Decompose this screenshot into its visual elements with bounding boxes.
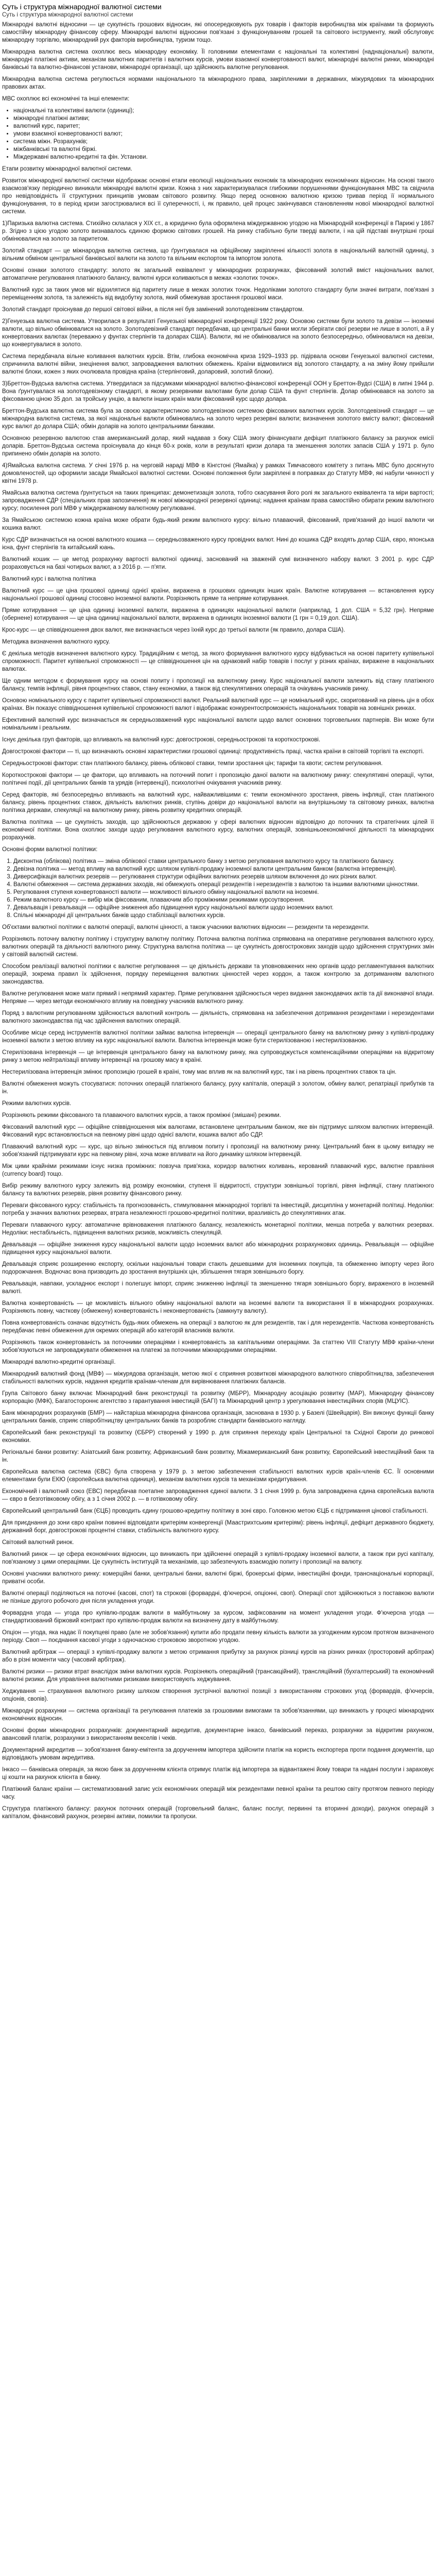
paragraph: Переваги фіксованого курсу: стабільність та прогнозованість, стимулювання міжнародної торгівлі та інвестицій, дисципліна у монетарній політиці. Недоліки: потреба у значних валютних резервах, втрата незалежності грошово-кредитної політики, вразливість до спекулятивних атак.	[2, 1202, 434, 1216]
paragraph: МВС охоплює всі економічні та інші елементи:	[2, 96, 130, 102]
paragraph: Платіжний баланс країни — систематизований запис усіх економічних операцій між резидентами певної країни та рештою світу протягом певного періоду часу.	[2, 1786, 434, 1800]
paragraph: Валютний курс — це ціна грошової одиниці однієї країни, виражена в грошових одиницях інших країн. Валютне котирування — встановлення курсу національної грошової одиниці стосовно іноземної валюти. Розрізняють пряме та непряме котирування.	[2, 588, 434, 602]
list-item: • система міжн. Розрахунків;	[13, 138, 434, 146]
paragraph: Крос-курс — це співвідношення двох валют, яке визначається через їхній курс до третьої валюти (як правило, долара США).	[2, 627, 345, 633]
paragraph: Розрізняють режими фіксованого та плаваючого валютних курсів, а також проміжні (змішані) режими.	[2, 1112, 282, 1118]
paragraph: Золотий стандарт — це міжнародна валютна система, що ґрунтувалася на офіційному закріпленні кількості золота в національній валютній одиниці, з вільним обміном центральної банківської валюти на золото та вільним експортом та імпортом золота.	[2, 248, 434, 262]
paragraph: Економічний і валютний союз (ЕВС) передбачав поетапне запровадження єдиної валюти. З 1 січня 1999 р. була запроваджена єдина європейська валюта — євро в безготівковому обігу, а з 1 січня 2002 р. — в готівковому обігу.	[2, 1488, 434, 1502]
paragraph: Валютне регулювання може мати прямий і непрямий характер. Пряме регулювання здійснюється через видання законодавчих актів та дії виконавчої влади. Непряме — через методи економічного впливу на поведінку учасників валютного ринку.	[2, 991, 434, 1005]
paragraph: Основні ознаки золотого стандарту: золото як загальний еквівалент у міжнародних розрахунках, фіксований золотий вміст національних валют, автоматичне регулювання платіжного балансу, валютні курси коливаються в межах «золотих точок».	[2, 267, 434, 281]
paragraph: Європейський центральний банк (ЄЦБ) проводить єдину грошово-кредитну політику в зоні євро. Головною метою ЄЦБ є підтримання цінової стабільності.	[2, 1508, 428, 1514]
paragraph: Міжнародна валютна система регулюється нормами національного та міжнародного права, закріпленими в державних, міжурядових та міжнародних правових актах.	[2, 76, 434, 90]
paragraph: Форвардна угода — угода про купівлю-продаж валюти в майбутньому за курсом, зафіксованим на момент укладення угоди. Ф'ючерсна угода — стандартизований біржовий контракт про купівлю-продаж валюти на визначену дату в майбутньому.	[2, 1610, 434, 1624]
list-item: 5. Регулювання ступеня конвертованості валюти — можливості вільного обміну національної валюти на іноземні.	[13, 889, 434, 896]
paragraph: Інкасо — банківська операція, за якою банк за дорученням клієнта отримує платіж від імпортера за відвантажені йому товари та надані послуги і зараховує ці кошти на рахунок клієнта в банку.	[2, 1767, 434, 1781]
paragraph: Основні форми міжнародних розрахунків: документарний акредитив, документарне інкасо, банківський переказ, розрахунки за відкритим рахунком, авансовий платіж, розрахунки з використанням векселів і чеків.	[2, 1727, 434, 1741]
paragraph: Короткострокові фактори — це фактори, що впливають на поточний попит і пропозицію даної валюти на валютному ринку: спекулятивні операції, чутки, політичні події, дії центральних банків та урядів (інтервенції), психологічні очікування учасників ринку.	[2, 772, 434, 786]
paragraph: Бреттон-Вудська валютна система була за своєю характеристикою золотодевізною системою фіксованих валютних курсів. Золотодевізний стандарт — це міжнародна валютна система, за якої національні валюти обмінювались на золото через резервні валюти; визначення золотого вмісту валют; фіксований курс валют до долара США; обмін доларів на золото центральними банками.	[2, 408, 434, 430]
paragraph: Міжнародні розрахунки — система організації та регулювання платежів за грошовими вимогами та зобов'язаннями, що виникають у процесі міжнародних економічних відносин.	[2, 1708, 434, 1722]
paragraph: Основою номінального курсу є паритет купівельної спроможності валют. Реальний валютний курс — це номінальний курс, скоригований на рівень цін в обох країнах. Він показує співвідношення купівельної спроможності валют і відображає конкурентоспроможність національних товарів на зовнішніх ринках.	[2, 698, 434, 711]
page-title: Суть і структура міжнародної валютної системи	[2, 3, 162, 11]
list-item: • Міждержавні валютно-кредитні та фін. Установи.	[13, 154, 434, 161]
paragraph: Девальвація — офіційне зниження курсу національної валюти щодо іноземних валют або міжнародних розрахункових одиниць. Ревальвація — офіційне підвищення курсу національної валюти.	[2, 1242, 434, 1256]
paragraph: 1)Паризька валютна система. Стихійно склалася у XIX ст., а юридично була оформлена міждержавною угодою на Міжнародній конференції в Парижі у 1867 р. Згідно з цією угодою золото визнавалось єдиною формою світових грошей. На ринку стабільно були тверді валюти, і на цій підставі внутрішні гроші обмінювалися на золото за паритетом.	[2, 221, 434, 242]
paragraph: Ямайська валютна система ґрунтується на таких принципах: демонетизація золота, тобто скасування його ролі як загального еквівалента та міри вартості; запровадження СДР (спеціальних прав запозичення) як нової міжнародної резервної одиниці; надання країнам права самостійно обирати режим валютного курсу; посилення ролі МВФ у міждержавному валютному регулюванні.	[2, 490, 434, 512]
paragraph: Валютний арбітраж — операції з купівлі-продажу валюти з метою отримання прибутку за рахунок різниці курсів на різних ринках (просторовий арбітраж) або в різні моменти часу (часовий арбітраж).	[2, 1649, 434, 1663]
paragraph: Валютний курс за таких умов міг відхилятися від паритету лише в межах золотих точок. Недоліками золотого стандарту були значні витрати, пов'язані з переміщенням золота, та залежність від видобутку золота, який обмежував зростання грошової маси.	[2, 287, 434, 301]
paragraph: Фіксований валютний курс — офіційне співвідношення між валютами, встановлене центральним банком, яке він підтримує шляхом валютних інтервенцій. Фіксований курс встановлюється на певному рівні щодо однієї валюти, кошика валют або СДР.	[2, 1124, 434, 1138]
list-item: 4. Валютні обмеження — система державних заходів, які обмежують операції резидентів і нерезидентів з валютою та іншими валютними цінностями.	[13, 881, 434, 889]
paragraph: Валютний ринок — це сфера економічних відносин, що виникають при здійсненні операцій з купівлі-продажу іноземної валюти, а також при русі капіталу, пов'язаному з цими операціями. Це сукупність інституцій та механізмів, що забезпечують взаємодію попиту і пропозиції на валюту.	[2, 1551, 434, 1565]
list-item: • міжнародні платіжні активи;	[13, 115, 434, 123]
paragraph: Об'єктами валютної політики є валютні операції, валютні цінності, а також учасники валютних відносин — резиденти та нерезиденти.	[2, 924, 370, 930]
paragraph: Валютна конвертованість — це можливість вільного обміну національної валюти на іноземні валюти та використання її в міжнародних розрахунках. Розрізняють повну, часткову (обмежену) конвертованість і неконвертованість (замкнуту валюту).	[2, 1300, 434, 1314]
section-heading: Етапи розвитку міжнародної валютної системи.	[2, 166, 133, 172]
paragraph: Основні форми валютної політики:	[2, 846, 98, 853]
paragraph: Міжнародні валютні відносини — це сукупність грошових відносин, які опосередковують рух товарів і факторів виробництва між країнами та формують самостійну міжнародну фінансову сферу. Міжнародні валютні відносини пов'язані з функціонуванням грошей та світового інструменту, який обслуговує міжнародну торгівлю, міжнародний рух факторів виробництва, туризм тощо.	[2, 22, 434, 43]
paragraph: Довгострокові фактори — ті, що визначають основні характеристики грошової одиниці: продуктивність праці, частка країни в світовій торгівлі та експорті.	[2, 749, 424, 755]
page-subtitle: Суть і структура міжнародної валютної системи	[2, 12, 133, 18]
paragraph: Міжнародна валютна система охоплює весь міжнародну економіку. Її головними елементами є національні та колективні (наднаціональні) валюти, міжнародні платіжні активи, механізм валютних паритетів і валютних курсів, умови взаємної конвертованості валют, міжнародні валютні ринки, міжнародні банківські та валютно-фінансові установи, міжнародні організації, що здійснюють валютне регулювання.	[2, 49, 434, 71]
paragraph: Між цими крайніми режимами існує низка проміжних: повзуча прив'язка, коридор валютних коливань, керований плаваючий курс, валютне правління (currency board) тощо.	[2, 1163, 434, 1177]
list-item: 3. Диверсифікація валютних резервів — регулювання структури офіційних валютних резервів шляхом включення до них різних валют.	[13, 873, 434, 881]
paragraph: Вибір режиму валютного курсу залежить від розміру економіки, ступеня її відкритості, структури зовнішньої торгівлі, рівня інфляції, стану платіжного балансу та валютних резервів, рівня розвитку фінансового ринку.	[2, 1183, 434, 1197]
paragraph: Міжнародні валютно-кредитні організації.	[2, 1359, 116, 1365]
paragraph: Особливе місце серед інструментів валютної політики займає валютна інтервенція — операції центрального банку на валютному ринку з купівлі-продажу іноземної валюти з метою впливу на курс національної валюти. Валютна інтервенція може бути стерилізованою і нестерилізованою.	[2, 1030, 434, 1044]
paragraph: Розрізняють поточну валютну політику і структурну валютну політику. Поточна валютна політика спрямована на оперативне регулювання валютного курсу, валютних операцій та діяльності валютного ринку. Структурна валютна політика — це сукупність довгострокових заходів щодо здійснення структурних змін у світовій валютній системі.	[2, 936, 434, 958]
bullet-list	[2, 107, 434, 161]
paragraph: Переваги плаваючого курсу: автоматичне врівноваження платіжного балансу, незалежність монетарної політики, менша потреба у валютних резервах. Недоліки: нестабільність, підвищення валютних ризиків, можливість спекуляцій.	[2, 1222, 434, 1236]
paragraph: Золотий стандарт проіснував до першої світової війни, а після неї був замінений золотодевізним стандартом.	[2, 307, 304, 313]
paragraph: Валютні ризики — ризики втрат внаслідок зміни валютних курсів. Розрізняють операційний (трансакційний), трансляційний (бухгалтерський) та економічний валютні ризики. Для управління валютними ризиками використовують хеджування.	[2, 1669, 434, 1683]
paragraph: Пряме котирування — це ціна одиниці іноземної валюти, виражена в одиницях національної валюти (наприклад, 1 дол. США = 5,32 грн). Непряме (обернене) котирування — це ціна одиниці національної валюти, виражена в одиницях іноземної валюти (1 грн = 0,19 дол. США).	[2, 607, 434, 621]
paragraph: Розвиток міжнародної валютної системи відображає основні етапи еволюції національних економік та міжнародних економічних відносин. На основі такого взаємозв'язку періодично виникали міжнародні валютні кризи. Кожна з них характеризувалася глибокими порушеннями функціонування МВС та свідчила про невідповідність її структурних принципів умовам світового розвитку. Якщо перед основною валютною кризою тривав період її нормального функціонування, то в період кризи загострювалися всі її суперечності, і, як правило, цей процес закінчувався становленням нової міжнародної валютної системи.	[2, 178, 434, 215]
paragraph: Європейська валютна система (ЄВС) була створена у 1979 р. з метою забезпечення стабільності валютних курсів країн-членів ЄС. Її основними елементами були ЕКЮ (європейська валютна одиниця), механізм валютних курсів та механізми кредитування.	[2, 1469, 434, 1483]
paragraph: Міжнародний валютний фонд (МВФ) — міжурядова організація, метою якої є сприяння розвиткові міжнародного валютного співробітництва, забезпечення стабільності валютних курсів, надання кредитів країнам-членам для вирівнювання платіжних балансів.	[2, 1371, 434, 1385]
list-item: 7. Девальвація і ревальвація — офіційне зниження або підвищення курсу національної валюти щодо іноземних валют.	[13, 904, 434, 912]
paragraph: Курс СДР визначається на основі валютного кошика — середньозваженого курсу провідних валют. Нині до кошика СДР входять долар США, євро, японська ієна, фунт стерлінгів та китайський юань.	[2, 537, 434, 551]
list-item: 2. Девізна політика — метод впливу на валютний курс шляхом купівлі-продажу іноземної валюти центральним банком (валютна інтервенція).	[13, 866, 434, 873]
paragraph: Основні учасники валютного ринку: комерційні банки, центральні банки, валютні біржі, брокерські фірми, інвестиційні фонди, транснаціональні корпорації, приватні особи.	[2, 1571, 434, 1585]
paragraph: Середньострокові фактори: стан платіжного балансу, рівень облікової ставки, темпи зростання цін; тарифи та квоти; систем регулювання.	[2, 760, 383, 767]
paragraph: Повна конвертованість означає відсутність будь-яких обмежень на операції з валютою як для резидентів, так і для нерезидентів. Часткова конвертованість передбачає певні обмеження для окремих операцій або категорій власників валюти.	[2, 1320, 434, 1334]
paragraph: Девальвація сприяє розширенню експорту, оскільки національні товари стають дешевшими для іноземних покупців, та обмеженню імпорту через його подорожчання. Водночас вона призводить до зростання внутрішніх цін, збільшення тягаря зовнішнього боргу.	[2, 1261, 434, 1275]
list-item: 1. Дисконтна (облікова) політика — зміна облікової ставки центрального банку з метою регулювання валютного курсу та платіжного балансу.	[13, 858, 434, 866]
paragraph: Існує декілька груп факторів, що впливають на валютний курс: довгострокові, середньострокові та короткострокові.	[2, 737, 321, 743]
paragraph: Є декілька методів визначення валютного курсу. Традиційним є метод, за якого формування валютного курсу відбувається на основі паритету купівельної спроможності. Паритет купівельної спроможності — це співвідношення цін на однаковий набір товарів і послуг у різних країнах, виражене в національних валютах.	[2, 651, 434, 672]
paragraph: Розрізняють також конвертованість за поточними операціями і конвертованість за капітальними операціями. За статтею VIII Статуту МВФ країни-члени зобов'язуються не запроваджувати обмеження на платежі за поточними міжнародними операціями.	[2, 1340, 434, 1353]
paragraph: Європейський банк реконструкції та розвитку (ЄБРР) створений у 1990 р. для сприяння переходу країн Центральної та Східної Європи до ринкової економіки.	[2, 1430, 434, 1444]
paragraph: Плаваючий валютний курс — курс, що вільно змінюється під впливом попиту і пропозиції на валютному ринку. Центральний банк в цьому випадку не зобов'язаний підтримувати курс на певному рівні, хоча може впливати на його динаміку шляхом інтервенцій.	[2, 1144, 434, 1158]
paragraph: Валютні операції поділяються на поточні (касові, спот) та строкові (форвардні, ф'ючерсні, опціонні, своп). Операції спот здійснюються з поставкою валюти не пізніше другого робочого дня після укладення угоди.	[2, 1590, 434, 1604]
list-item: 6. Режим валютного курсу — вибір між фіксованим, плаваючим або проміжними режимами курсоутворення.	[13, 896, 434, 904]
paragraph: Структура платіжного балансу: рахунок поточних операцій (торговельний баланс, баланс послуг, первинні та вторинні доходи), рахунок операцій з капіталом, фінансовий рахунок, резервні активи, помилки та пропуски.	[2, 1806, 434, 1820]
paragraph: Регіональні банки розвитку: Азіатський банк розвитку, Африканський банк розвитку, Міжамериканський банк розвитку, Європейський інвестиційний банк та ін.	[2, 1449, 434, 1463]
section-heading: Валютний курс і валютна політика	[2, 576, 96, 582]
paragraph: Ще одним методом є формування курсу на основі попиту і пропозиції на валютному ринку. Курс національної валюти залежить від стану платіжного балансу, темпів інфляції, рівня процентних ставок, стану економіки, а також від спекулятивних операцій та очікувань учасників ринку.	[2, 678, 434, 692]
paragraph: Методика визначення валютного курсу.	[2, 639, 110, 645]
paragraph: Хеджування — страхування валютного ризику шляхом створення зустрічної валютної позиції з використанням строкових угод (форвардів, ф'ючерсів, опціонів, свопів).	[2, 1688, 434, 1702]
paragraph: Поряд з валютним регулюванням здійснюється валютний контроль — діяльність, спрямована на забезпечення дотримання резидентами і нерезидентами валютного законодавства під час здійснення валютних операцій.	[2, 1010, 434, 1024]
paragraph: Стерилізована інтервенція — це інтервенція центрального банку на валютному ринку, яка супроводжується компенсаційними операціями на відкритому ринку з метою нейтралізації впливу інтервенції на грошову масу в країні.	[2, 1049, 434, 1063]
paragraph: Система передбачала вільне коливання валютних курсів. Втім, глибока економічна криза 1929–1933 рр. підірвала основи Генуезької валютної системи, спричинила валютні війни, знецінення валют, запровадження валютних обмежень. Країни відмовилися від золотого стандарту, а на зміну йому прийшли валютні блоки, кожен з яких очолювала провідна країна (стерлінговий, доларовий, золотий блоки).	[2, 353, 434, 375]
list-item: • міжбанківські та валютні біржі.	[13, 146, 434, 154]
paragraph: За Ямайською системою кожна країна може обрати будь-який режим валютного курсу: вільно плаваючий, фіксований, прив'язаний до іншої валюти чи кошика валют.	[2, 517, 434, 531]
list-item: • валютний курс, паритет;	[13, 123, 434, 130]
paragraph: Опціон — угода, яка надає її покупцеві право (але не зобов'язання) купити або продати певну кількість валюти за узгодженим курсом протягом визначеного періоду. Своп — поєднання касової угоди з одночасною строковою зворотною угодою.	[2, 1630, 434, 1643]
paragraph: Основною резервною валютою став американський долар, який надавав з боку США змогу фінансувати дефіцит платіжного балансу за рахунок емісії доларів. Бреттон-Вудська система проіснувала до кінця 60-х років, коли в результаті кризи долара та зменшення золотих запасів США у 1971 р. було припинено обмін доларів на золото.	[2, 435, 434, 457]
list-item: 8. Спільні міжнародні дії центральних банків щодо стабілізації валютних курсів.	[13, 912, 434, 920]
paragraph: Валютна політика — це сукупність заходів, що здійснюються державою у сфері валютних відносин відповідно до поточних та стратегічних цілей її економічної політики. Вона охоплює заходи щодо регулювання валютного курсу, валютних операцій, зовнішньоекономічної діяльності та міжнародних розрахунків.	[2, 819, 434, 841]
paragraph: 2)Генуезька валютна система. Утворилася в результаті Генуезької міжнародної конференції 1922 року. Основою системи були золото та девізи — іноземні валюти, що вільно обмінювалися на золото. Золотодевізний стандарт передбачав, що центральні банки могли зберігати свої резерви не лише в золоті, а й у конвертованих валютах (переважно у фунтах стерлінгів та доларах США). Валюти, які не обмінювалися на золото безпосередньо, обмінювалися на девізи, що конвертувалися в золото.	[2, 318, 434, 348]
paragraph: Режими валютних курсів.	[2, 1100, 72, 1107]
paragraph: Ефективний валютний курс визначається як середньозважений курс національної валюти щодо валют основних торговельних партнерів. Він може бути номінальним і реальним.	[2, 717, 434, 731]
article-body	[2, 21, 434, 1821]
list-item: • національні та колективні валюти (одиниці);	[13, 107, 434, 115]
paragraph: Валютний кошик — це метод розрахунку вартості валютної одиниці, заснований на зваженій сумі визначеного набору валют. З 2001 р. курс СДР розраховується на базі чотирьох валют, а з 2016 р. — п'яти.	[2, 556, 434, 570]
paragraph: Валютні обмеження можуть стосуватися: поточних операцій платіжного балансу, руху капіталів, операцій з золотом, обміну валют, репатріації прибутків та ін.	[2, 1081, 434, 1095]
paragraph: Способом реалізації валютної політики є валютне регулювання — це діяльність держави та уповноважених нею органів щодо регламентування валютних операцій, зокрема правил їх здійснення, порядку переміщення валютних цінностей через кордон, а також контролю за дотриманням валютного законодавства.	[2, 963, 434, 985]
paragraph: Нестерилізована інтервенція змінює пропозицію грошей в країні, тому має вплив як на валютний курс, так і на рівень процентних ставок та цін.	[2, 1069, 397, 1075]
paragraph: Світовий валютний ринок.	[2, 1539, 74, 1546]
paragraph: Ревальвація, навпаки, ускладнює експорт і полегшує імпорт, сприяє зниженню інфляції та зменшенню тягаря зовнішнього боргу, вираженого в іноземній валюті.	[2, 1281, 434, 1295]
paragraph: Для приєднання до зони євро країни повинні відповідати критеріям конвергенції (Маастрихтським критеріям): рівень інфляції, дефіцит державного бюджету, державний борг, довгострокові процентні ставки, стабільність валютного курсу.	[2, 1520, 434, 1534]
paragraph: 4)Ямайська валютна система. У січні 1976 р. на черговій нараді МВФ в Кінгстоні (Ямайка) у рамках Тимчасового комітету з питань МВС було досягнуто домовленостей, що оформили засади Ямайської валютної системи. Основні положення були закріплені в поправках до Статуту МВФ, які набули чинності у квітні 1978 р.	[2, 463, 434, 484]
paragraph: Група Світового банку включає Міжнародний банк реконструкції та розвитку (МБРР), Міжнародну асоціацію розвитку (МАР), Міжнародну фінансову корпорацію (МФК), Багатостороннє агентство з гарантування інвестицій (БАГІ) та Міжнародний центр з урегулювання інвестиційних спорів (МЦУІС).	[2, 1391, 434, 1404]
list-item: • умови взаємної конвертованості валют;	[13, 130, 434, 138]
paragraph: Серед факторів, які безпосередньо впливають на валютний курс, найважливішими є: темпи економічного зростання, рівень інфляції, стан платіжного балансу, рівень процентних ставок, діяльність валютних ринків, ступінь довіри до національної валюти на внутрішньому та світовому ринках, валютна політика держави, спекуляції на валютному ринку, рівень розвитку кредитних операцій.	[2, 792, 434, 814]
numbered-list	[2, 858, 434, 920]
paragraph: 3)Бреттон-Вудська валютна система. Утвердилася за підсумками міжнародної валютно-фінансової конференції ООН у Бреттон-Вудсі (США) в липні 1944 р. Вона ґрунтувалася на золотодевізному стандарті, в якому резервними валютами були долар США та фунт стерлінгів. Долар обмінювався на золото за фіксованою ціною 35 дол. за тройську унцію, а валюти інших країн мали фіксований курс щодо долара.	[2, 381, 434, 402]
paragraph: Банк міжнародних розрахунків (БМР) — найстаріша міжнародна фінансова організація, заснована в 1930 р. у Базелі (Швейцарія). Він виконує функції банку центральних банків, сприяє співробітництву центральних банків та розробляє стандарти банківського нагляду.	[2, 1410, 434, 1424]
paragraph: Документарний акредитив — зобов'язання банку-емітента за дорученням імпортера здійснити платіж на користь експортера проти подання документів, що відповідають умовам акредитива.	[2, 1747, 434, 1761]
